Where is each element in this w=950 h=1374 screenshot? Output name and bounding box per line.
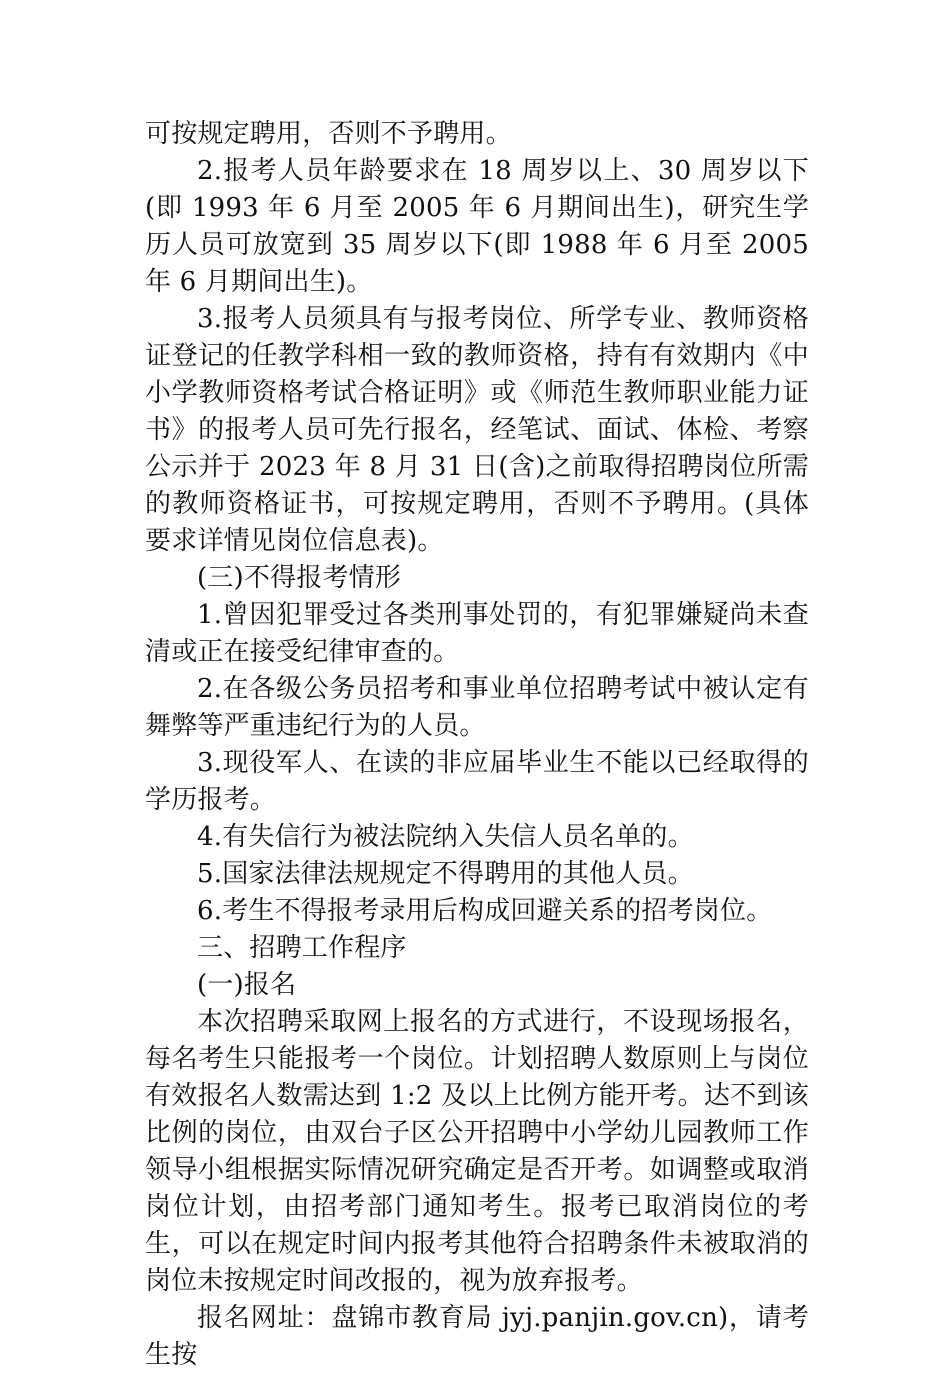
paragraph-registration-rules: 本次招聘采取网上报名的方式进行，不设现场报名，每名考生只能报考一个岗位。计划招聘人数原则上与岗位有效报名人数需达到 1:2 及以上比例方能开考。达不到该比例的岗位，由双台子区公开招聘中小学幼儿园教师工作领导小组根据实际情况研究确定是否开考。如调整或取消岗位计划，由招考部门通知考生。报考已取消岗位的考生，可以在规定时间内报考其他符合招聘条件未被取消的岗位未按规定时间改报的，视为放弃报考。 xyxy=(145,1007,809,1296)
paragraph-ineligible-5: 5.国家法律法规规定不得聘用的其他人员。 xyxy=(197,859,694,889)
document-page xyxy=(145,116,809,1374)
paragraph-registration-url: 报名网址：盘锦市教育局 jyj.panjin.gov.cn)，请考生按 xyxy=(145,1303,809,1370)
paragraph-ineligible-3: 3.现役军人、在读的非应届毕业生不能以已经取得的学历报考。 xyxy=(145,748,809,815)
paragraph-ineligible-2: 2.在各级公务员招考和事业单位招聘考试中被认定有舞弊等严重违纪行为的人员。 xyxy=(145,674,809,741)
section-heading-ineligible: (三)不得报考情形 xyxy=(197,563,402,593)
paragraph-teacher-qualification: 3.报考人员须具有与报考岗位、所学专业、教师资格证登记的任教学科相一致的教师资格，持有有效期内《中小学教师资格考试合格证明》或《师范生教师职业能力证书》的报考人员可先行报名，经笔试、面试、体检、考察公示并于 2023 年 8 月 31 日(含)之前取得招聘岗位所需的教师资格证书，可按规定聘用，否则不予聘用。(具体要求详情见岗位信息表)。 xyxy=(145,304,809,556)
paragraph-ineligible-4: 4.有失信行为被法院纳入失信人员名单的。 xyxy=(197,822,694,852)
paragraph-ineligible-6: 6.考生不得报考录用后构成回避关系的招考岗位。 xyxy=(197,896,773,926)
paragraph-age-requirement: 2.报考人员年龄要求在 18 周岁以上、30 周岁以下(即 1993 年 6 月至 2005 年 6 月期间出生)，研究生学历人员可放宽到 35 周岁以下(即 1988 年 6 月至 2005 年 6 月期间出生)。 xyxy=(145,156,809,297)
paragraph-continued: 可按规定聘用，否则不予聘用。 xyxy=(145,119,512,149)
paragraph-ineligible-1: 1.曾因犯罪受过各类刑事处罚的，有犯罪嫌疑尚未查清或正在接受纪律审查的。 xyxy=(145,600,809,667)
section-heading-procedure: 三、招聘工作程序 xyxy=(197,933,407,963)
subsection-heading-registration: (一)报名 xyxy=(197,970,297,1000)
